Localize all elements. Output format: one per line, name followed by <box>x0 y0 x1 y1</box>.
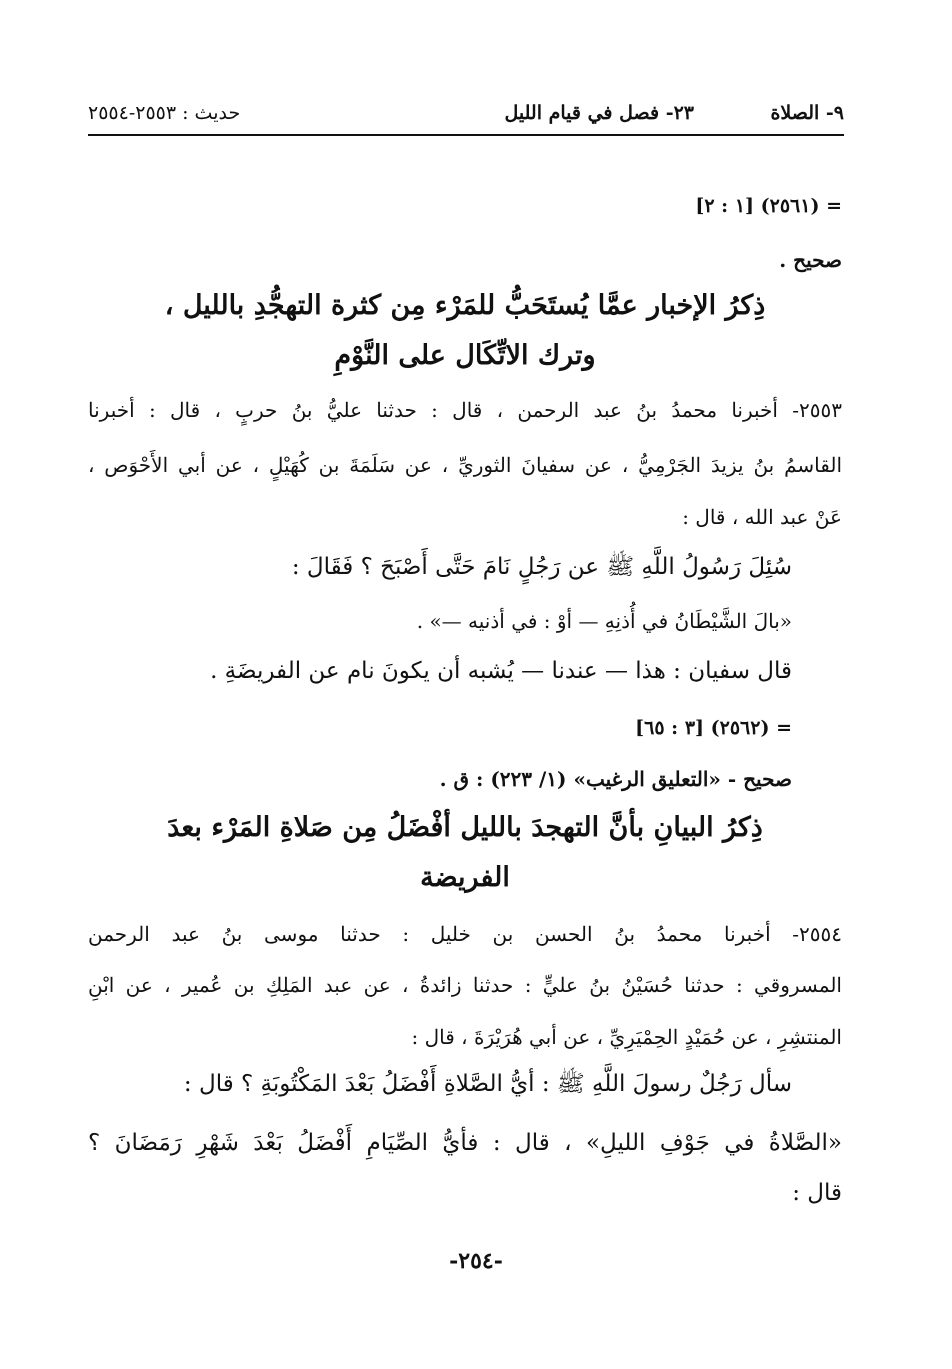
isnad-line: المنتشِرِ ، عن حُمَيْدٍ الحِمْيَرِيِّ ، عن أبي هُرَيْرَةَ ، قال : <box>411 1025 842 1049</box>
chapter-heading-cont: الفريضة <box>420 862 510 893</box>
header-rule <box>88 134 844 136</box>
commentary-line: قال سفيان : هذا — عندنا — يُشبه أن يكونَ نام عن الفريضَةِ . <box>210 658 792 684</box>
cross-reference: = (٢٥٦١) [١ : ٢] <box>695 195 842 217</box>
isnad-line: عَنْ عبد الله ، قال : <box>682 505 842 529</box>
isnad-line: ٢٥٥٣- أخبرنا محمدُ بنُ عبد الرحمن ، قال : حدثنا عليُّ بنُ حربٍ ، قال : أخبرنا <box>88 398 842 422</box>
page-number: -٢٥٤- <box>449 1248 503 1274</box>
chapter-heading-cont: وترك الاتِّكَال على النَّوْمِ <box>334 340 596 371</box>
isnad-line: ٢٥٥٤- أخبرنا محمدُ بنُ الحسن بن خليل : حدثنا موسى بنُ عبد الرحمن <box>88 922 842 946</box>
matn-line: سُئِلَ رَسُولُ اللَّهِ ﷺ عن رَجُلٍ نَامَ حَتَّى أَصْبَحَ ؟ فَقَالَ : <box>291 554 792 580</box>
cross-reference: = (٢٥٦٢) [٣ : ٦٥] <box>635 717 792 739</box>
chapter-heading: ذِكرُ البيانِ بأنَّ التهجدَ بالليل أفْضَلُ مِن صَلاةِ المَرْء بعدَ <box>167 812 763 843</box>
matn-line: «بالَ الشَّيْطَانُ في أُذنِهِ — أوْ : في أذنيه —» . <box>416 609 792 633</box>
isnad-line: المسروقي : حدثنا حُسَيْنُ بنُ عليٍّ : حدثنا زائدةُ ، عن عبد المَلِكِ بن عُمير ، عن ابْنِ <box>88 973 842 997</box>
chapter-title: ٩- الصلاة <box>770 102 844 124</box>
matn-line: «الصَّلاةُ في جَوْفِ الليلِ» ، قال : فأيُّ الصِّيَامِ أَفْضَلُ بَعْدَ شَهْرِ رَمَضَانَ ؟ <box>88 1130 842 1156</box>
section-title: ٢٣- فصل في قيام الليل <box>504 102 694 124</box>
hadith-range: حديث : ٢٥٥٣-٢٥٥٤ <box>88 102 241 124</box>
running-header <box>88 96 844 136</box>
matn-line: قال : <box>792 1180 842 1206</box>
grading: صحيح - «التعليق الرغيب» (١/ ٢٢٣) : ق . <box>439 767 792 791</box>
isnad-line: القاسمُ بنُ يزيدَ الجَرْمِيُّ ، عن سفيانَ الثوريِّ ، عن سَلَمَةَ بن كُهَيْلٍ ، عن أبي الأَحْوَص ، <box>88 453 842 477</box>
chapter-heading: ذِكرُ الإخبار عمَّا يُستَحَبُّ للمَرْء مِن كثرة التهجُّدِ بالليل ، <box>164 290 766 321</box>
matn-line: سأل رَجُلٌ رسولَ اللَّهِ ﷺ : أيُّ الصَّلاةِ أَفْضَلُ بَعْدَ المَكْتُوبَةِ ؟ قال : <box>183 1071 792 1097</box>
grading: صحيح . <box>779 248 842 272</box>
